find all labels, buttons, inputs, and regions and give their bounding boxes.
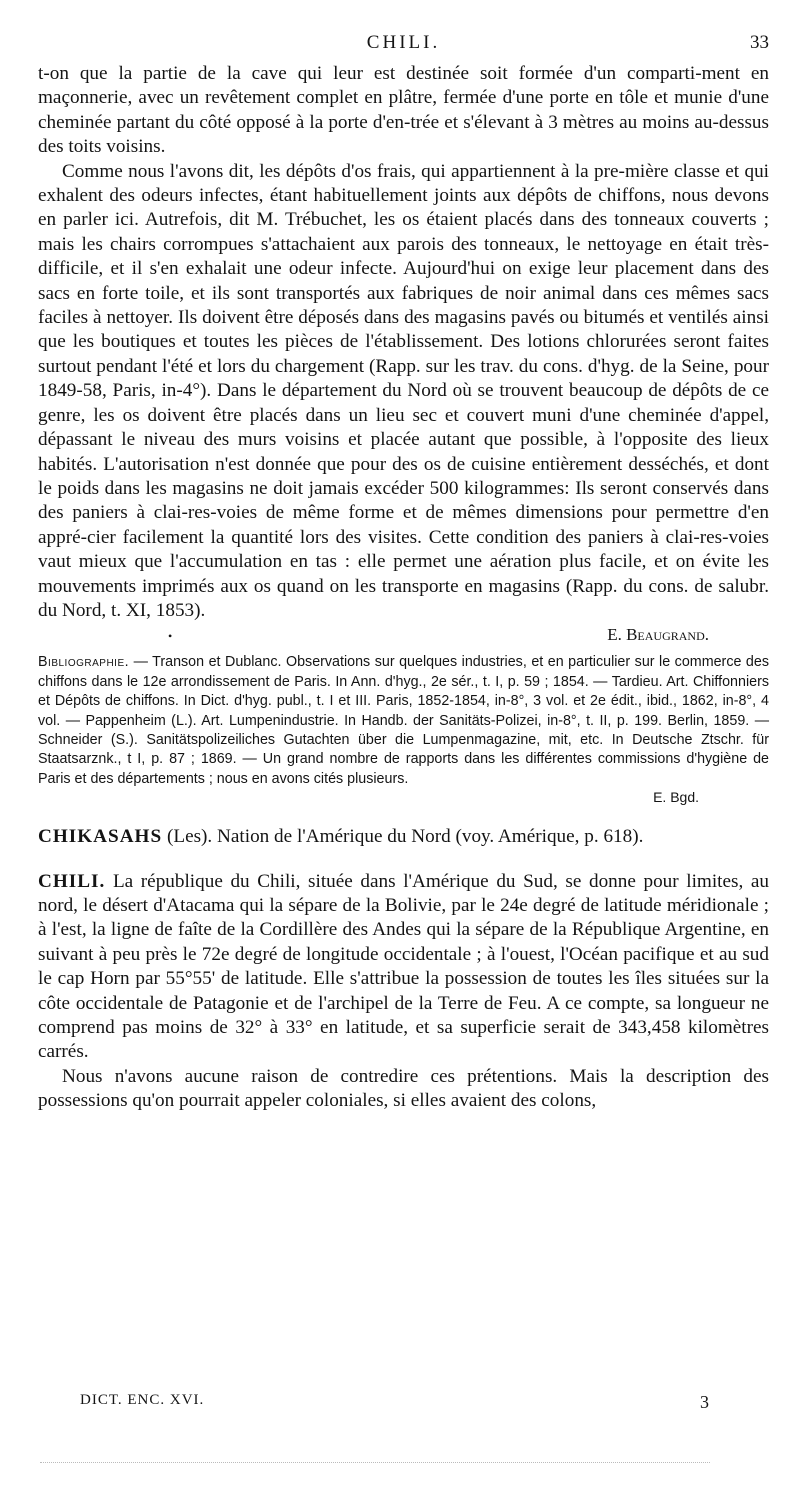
entry-head-chikasahs: CHIKASAHS [38, 826, 163, 848]
entry-text-chikasahs: (Les). Nation de l'Amérique du Nord (voy. Amérique, p. 618). [166, 826, 644, 848]
page-footer [80, 1392, 710, 1412]
paragraph-2: Comme nous l'avons dit, les dépôts d'os frais, qui appartiennent à la pre-mière classe et qui exhalent des odeurs infectes, étant habituellement joints aux dépôts de chiffons, nous devons en parler ici. Autrefois, dit M. Trébuchet, les os étaient placés dans des tonneaux couverts ; mais les chairs corrompues s'attachaient aux parois des tonneaux, le nettoyage en était très-difficile, et il s'en exhalait une odeur infecte. Aujourd'hui on exige leur placement dans des sacs en forte toile, et ils sont transportés aux fabriques de noir animal dans ces mêmes sacs faciles à nettoyer. Ils doivent être déposés dans des magasins pavés ou bitumés et ventilés ainsi que les boutiques et toutes les pièces de l'établissement. Des lotions chlorurées seront faites surtout pendant l'été et lors du chargement (Rapp. sur les trav. du cons. d'hyg. de la Seine, pour 1849-58, Paris, in-4°). Dans le département du Nord où se trouvent beaucoup de dépôts de ce genre, les os doivent être placés dans un lieu sec et couvert muni d'une cheminée d'appel, dépassant le niveau des murs voisins et placée autant que possible, à l'opposite des lieux habités. L'autorisation n'est donnée que pour des os de cuisine entièrement desséchés, et dont le poids dans les magasins ne doit jamais excéder 500 kilogrammes: Ils seront conservés dans des paniers à clai-res-voies de même forme et de mêmes dimensions pour permettre d'en appré-cier facilement la quantité lors des visites. Cette condition des paniers à clai-res-voies vaut mieux que l'accumulation en tas : elle permet une aération plus facile, et on évite les mouvements imprimés aux os quand on les transporte en magasins (Rapp. du cons. de salubr. du Nord, t. XI, 1853). [38, 160, 769, 621]
paragraph-last: Nous n'avons aucune raison de contredire ces prétentions. Mais la description des possessions qu'on pourrait appeler coloniales, si elles avaient des colons, [38, 1065, 769, 1112]
printer-signature: DICT. ENC. XVI. [80, 1392, 205, 1408]
paragraph-1: t-on que la partie de la cave qui leur est destinée soit formée d'un comparti-ment en maçonnerie, avec un revêtement complet en plâtre, fermée d'une porte en tôle et munie d'une cheminée partant du côté opposé à la porte d'en-trée et s'élevant à 3 mètres au moins au-dessus des toits voisins. [38, 63, 769, 158]
entry-chili [38, 870, 769, 1114]
entry-text-chili: La république du Chili, située dans l'Amérique du Sud, se donne pour limites, au nord, le désert d'Atacama qui la sépare de la Bolivie, par le 24e degré de latitude méridionale ; à l'est, la ligne de faîte de la Cordillère des Andes qui la sépare de la République Argentine, en suivant à peu près le 72e degré de longitude occidentale ; à l'ouest, l'Océan pacifique et au sud le cap Horn par 55°55' de latitude. Elle s'attribue la possession de toutes les îles situées sur la côte occidentale de Patagonie et de l'archipel de la Terre de Feu. A ce compte, sa longueur ne comprend pas moins de 32° à 33° en latitude, et sa superficie serait de 343,458 kilomètres carrés. [38, 870, 770, 1063]
author-signature: E. Beaugrand. [607, 625, 709, 645]
bullet-mark: • [168, 629, 173, 644]
signature-mark: 3 [700, 1392, 710, 1412]
footer-rule [40, 1462, 710, 1463]
bibliography-signature: E. Bgd. [653, 789, 699, 806]
entry-chikasahs [38, 825, 769, 849]
page [38, 26, 769, 1114]
running-title: CHILI. [366, 32, 441, 53]
bibliography-text: — Transon et Dublanc. Observations sur quelques industries, et en particulier sur le commerce des chiffons dans le 12e arrondissement de Paris. In Ann. d'hyg., 2e sér., t. I, p. 59 ; 1854. — Tardieu. Art. Chiffonniers et Dépôts de chiffons. In Dict. d'hyg. publ., t. I et III. Paris, 1852-1854, in-8°, 3 vol. et 2e édit., ibid., 1862, in-8°, 4 vol. — Pappenheim (L.). Art. Lumpenindustrie. In Handb. der Sanitäts-Polizei, in-8°, t. II, p. 199. Berlin, 1859. — Schneider (S.). Sanitätspolizeiliches Gutachten über die Lumpenmagazine, mit, etc. In Deutsche Ztschr. für Staatsarznk., t I, p. 87 ; 1869. — Un grand nombre de rapports dans les différentes commissions d'hygiène de Paris et des départements ; nous en avons cités plusieurs. [38, 654, 769, 787]
running-header [38, 26, 769, 62]
bibliography-label: Bibliographie. [38, 654, 130, 671]
article-body [38, 62, 769, 623]
page-number: 33 [750, 32, 769, 53]
entry-head-chili: CHILI. [38, 870, 106, 892]
bibliography [38, 653, 769, 789]
